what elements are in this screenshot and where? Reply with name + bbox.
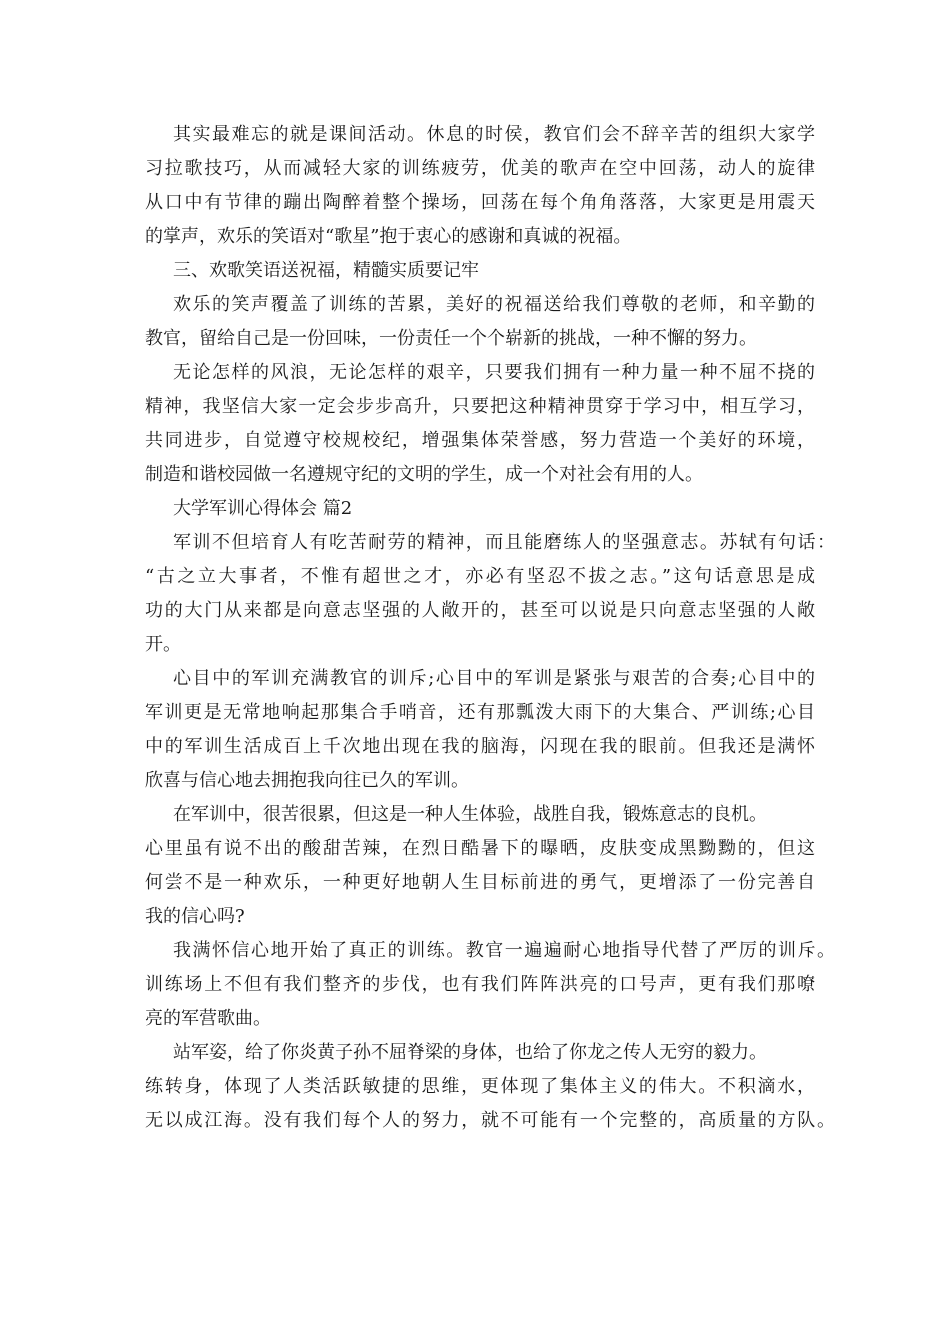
text-line: 其实最难忘的就是课间活动。休息的时侯，教官们会不辞辛苦的组织大家学 [173,124,815,145]
text-line: 制造和谐校园做一名遵规守纪的文明的学生，成一个对社会有用的人。 [145,464,703,485]
text-line: 练转身，体现了人类活跃敏捷的思维，更体现了集体主义的伟大。不积滴水， [145,1076,815,1097]
text-line: 功的大门从来都是向意志坚强的人敞开的，甚至可以说是只向意志坚强的人敞 [145,600,815,621]
text-line: 无以成江海。没有我们每个人的努力，就不可能有一个完整的，高质量的方队。 [145,1110,835,1131]
text-line: 开。 [145,634,181,655]
text-line: 心里虽有说不出的酸甜苦辣，在烈日酷暑下的曝晒，皮肤变成黑黝黝的，但这 [145,838,815,859]
text-line: “古之立大事者，不惟有超世之才，亦必有坚忍不拔之志。”这句话意思是成 [145,566,815,587]
text-line: 欣喜与信心地去拥抱我向往已久的军训。 [145,770,469,791]
text-line: 习拉歌技巧，从而减轻大家的训练疲劳，优美的歌声在空中回荡，动人的旋律 [145,158,815,179]
text-line: 共同进步，自觉遵守校规校纪，增强集体荣誉感，努力营造一个美好的环境， [145,430,815,451]
text-line: 亮的军营歌曲。 [145,1008,271,1029]
text-line: 心目中的军训充满教官的训斥;心目中的军训是紧张与艰苦的合奏;心目中的 [173,668,815,689]
document-body [145,118,835,1138]
text-line: 的掌声，欢乐的笑语对“歌星”抱于衷心的感谢和真诚的祝福。 [145,226,632,247]
article-subtitle: 大学军训心得体会 篇2 [173,498,353,519]
section-heading: 三、欢歌笑语送祝福，精髓实质要记牢 [173,260,479,281]
text-line: 军训更是无常地响起那集合手哨音，还有那瓢泼大雨下的大集合、严训练;心目 [145,702,815,723]
text-line: 站军姿，给了你炎黄子孙不屈脊梁的身体，也给了你龙之传人无穷的毅力。 [173,1042,767,1063]
text-line: 我的信心吗? [145,906,245,927]
text-line: 在军训中，很苦很累，但这是一种人生体验，战胜自我，锻炼意志的良机。 [173,804,767,825]
text-line: 无论怎样的风浪，无论怎样的艰辛，只要我们拥有一种力量一种不屈不挠的 [173,362,815,383]
text-line: 军训不但培育人有吃苦耐劳的精神，而且能磨练人的坚强意志。苏轼有句话： [173,532,835,553]
text-line: 训练场上不但有我们整齐的步伐，也有我们阵阵洪亮的口号声，更有我们那嘹 [145,974,815,995]
text-line: 何尝不是一种欢乐，一种更好地朝人生目标前进的勇气，更增添了一份完善自 [145,872,815,893]
text-line: 欢乐的笑声覆盖了训练的苦累，美好的祝福送给我们尊敬的老师，和辛勤的 [173,294,815,315]
text-line: 从口中有节律的蹦出陶醉着整个操场，回荡在每个角角落落，大家更是用震天 [145,192,815,213]
text-line: 中的军训生活成百上千次地出现在我的脑海，闪现在我的眼前。但我还是满怀 [145,736,815,757]
text-line: 精神，我坚信大家一定会步步高升，只要把这种精神贯穿于学习中，相互学习， [145,396,815,417]
text-line: 我满怀信心地开始了真正的训练。教官一遍遍耐心地指导代替了严厉的训斥。 [173,940,835,961]
text-line: 教官，留给自己是一份回味，一份责任一个个崭新的挑战，一种不懈的努力。 [145,328,757,349]
